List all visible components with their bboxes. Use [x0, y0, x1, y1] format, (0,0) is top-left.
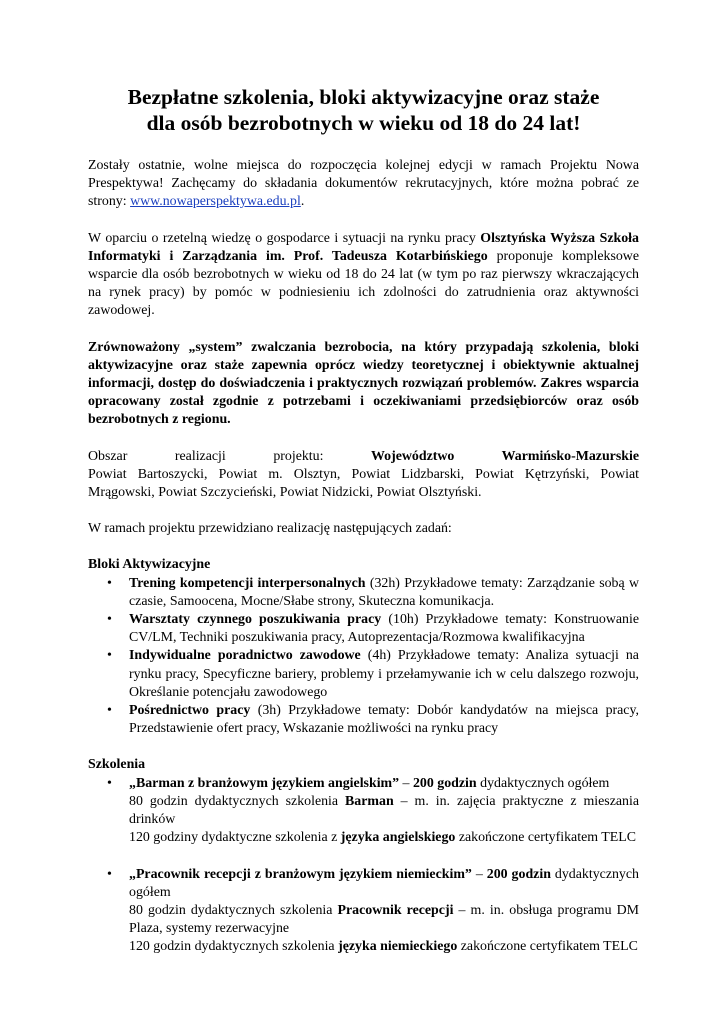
website-link[interactable]: www.nowaperspektywa.edu.pl — [130, 194, 301, 210]
list-item — [129, 575, 639, 611]
detail-bold: Pracownik recepcji — [337, 902, 454, 918]
bloki-item-name: Warsztaty czynnego poszukiwania pracy — [129, 612, 382, 628]
bloki-item-desc: (4h) Przykładowe tematy: Analiza sytuacji na rynku pracy, Specyficzne bariery, problemy i przełamywanie ich w celu dalszego rozwoju, Określanie potencjału zawodowego — [129, 648, 639, 700]
page-title — [88, 84, 639, 136]
offer-text-end: proponuje kompleksowe wsparcie dla osób bezrobotnych w wieku od 18 do 24 lat (w tym po raz pierwszy wkraczających na rynek pracy) by pomóc w podniesieniu ich zdolności do zatrudnienia oraz aktywności zawodowej. — [88, 248, 639, 319]
detail-text: zakończone certyfikatem TELC — [455, 830, 636, 846]
szkolenia-heading: Szkolenia — [88, 757, 146, 773]
training-detail-line — [129, 793, 639, 829]
area-districts: Powiat Bartoszycki, Powiat m. Olsztyn, Powiat Lidzbarski, Powiat Kętrzyński, Powiat Mrągowski, Powiat Szczycieński, Powiat Nidzicki, Powiat Olsztyński. — [88, 466, 639, 501]
list-item — [129, 647, 639, 702]
detail-text: 80 godzin dydaktycznych szkolenia — [129, 793, 346, 809]
area-label: Obszar realizacji projektu: — [88, 448, 372, 464]
area-paragraph — [88, 448, 639, 503]
intro-after: . — [300, 194, 305, 210]
training-detail-line — [129, 902, 639, 938]
bloki-list — [88, 575, 639, 739]
training-hours: 200 godzin — [412, 775, 477, 791]
training-hours: 200 godzin — [486, 866, 551, 882]
list-item — [129, 775, 639, 848]
training-language-line — [129, 938, 639, 956]
bloki-item-name: Indywidualne poradnictwo zawodowe — [129, 648, 361, 664]
tasks-intro: W ramach projektu przewidziano realizację następujących zadań: — [88, 521, 452, 537]
detail-bold: języka niemieckiego — [338, 939, 458, 955]
bloki-item-desc: (10h) Przykładowe tematy: Konstruowanie CV/LM, Techniki poszukiwania pracy, Autoprezentacja/Rozmowa kwalifikacyjna — [129, 612, 639, 646]
training-hours-rest: dydaktycznych ogółem — [476, 775, 610, 791]
dash: – — [471, 866, 487, 882]
list-spacer — [129, 848, 639, 866]
area-region: Województwo Warmińsko-Mazurskie — [371, 448, 639, 464]
detail-text: – m. in. obsługa programu DM Plaza, systemy rezerwacyjne — [129, 902, 639, 937]
detail-text: – m. in. zajęcia praktyczne z mieszania drinków — [129, 793, 639, 828]
detail-text: 120 godziny dydaktyczne szkolenia z — [129, 830, 341, 846]
list-item — [129, 866, 639, 957]
bloki-item-name: Pośrednictwo pracy — [129, 703, 251, 719]
list-item — [129, 702, 639, 738]
system-paragraph — [88, 339, 639, 430]
institution-name: Olsztyńska Wyższa Szkoła Informatyki i Zarządzania im. Prof. Tadeusza Kotarbińskiego — [88, 230, 639, 264]
detail-text: 120 godzin dydaktycznych szkolenia — [129, 939, 339, 955]
bloki-item-desc: (3h) Przykładowe tematy: Dobór kandydatów na miejsca pracy, Przedstawienie ofert pracy, Wskazanie możliwości na rynku pracy — [129, 703, 639, 737]
detail-text: 80 godzin dydaktycznych szkolenia — [129, 902, 338, 918]
training-title: „Barman z branżowym językiem angielskim” — [129, 775, 400, 791]
training-title-line — [129, 866, 639, 902]
szkolenia-list — [88, 775, 639, 957]
title-line-1: Bezpłatne szkolenia, bloki aktywizacyjne oraz staże — [127, 85, 600, 109]
list-item — [129, 611, 639, 647]
detail-bold: Barman — [345, 793, 394, 809]
bloki-item-desc: (32h) Przykładowe tematy: Zarządzanie sobą w czasie, Samoocena, Mocne/Słabe strony, Skuteczna komunikacja. — [129, 575, 639, 609]
intro-text: Zostały ostatnie, wolne miejsca do rozpoczęcia kolejnej edycji w ramach Projektu Nowa Prespektywa! Zachęcamy do składania dokumentów rekrutacyjnych, które można pobrać ze strony: — [88, 158, 639, 210]
detail-bold: języka angielskiego — [340, 830, 456, 846]
dash: – — [399, 775, 413, 791]
offer-paragraph — [88, 230, 639, 321]
bloki-item-name: Trening kompetencji interpersonalnych — [129, 575, 366, 591]
system-text: Zrównoważony „system” zwalczania bezrobocia, na który przypadają szkolenia, bloki aktywizacyjne oraz staże zapewnia oprócz wiedzy teoretycznej i obiektywnie aktualnej informacji, dostęp do doświadczenia i praktycznych rozwiązań problemów. Zakres wsparcia opracowany został zgodnie z potrzebami i oczekiwaniami przedsiębiorców oraz osób bezrobotnych z regionu. — [88, 339, 639, 428]
training-hours-rest: dydaktycznych ogółem — [129, 866, 639, 900]
training-title-line — [129, 775, 639, 793]
intro-paragraph — [88, 157, 639, 212]
training-title: „Pracownik recepcji z branżowym językiem niemieckim” — [129, 866, 472, 882]
offer-text-start: W oparciu o rzetelną wiedzę o gospodarce i sytuacji na rynku pracy — [88, 230, 481, 246]
area-line-1 — [88, 448, 639, 466]
title-line-2: dla osób bezrobotnych w wieku od 18 do 24 lat! — [146, 111, 581, 135]
training-language-line — [129, 829, 639, 847]
detail-text: zakończone certyfikatem TELC — [457, 939, 638, 955]
bloki-heading: Bloki Aktywizacyjne — [88, 557, 211, 573]
